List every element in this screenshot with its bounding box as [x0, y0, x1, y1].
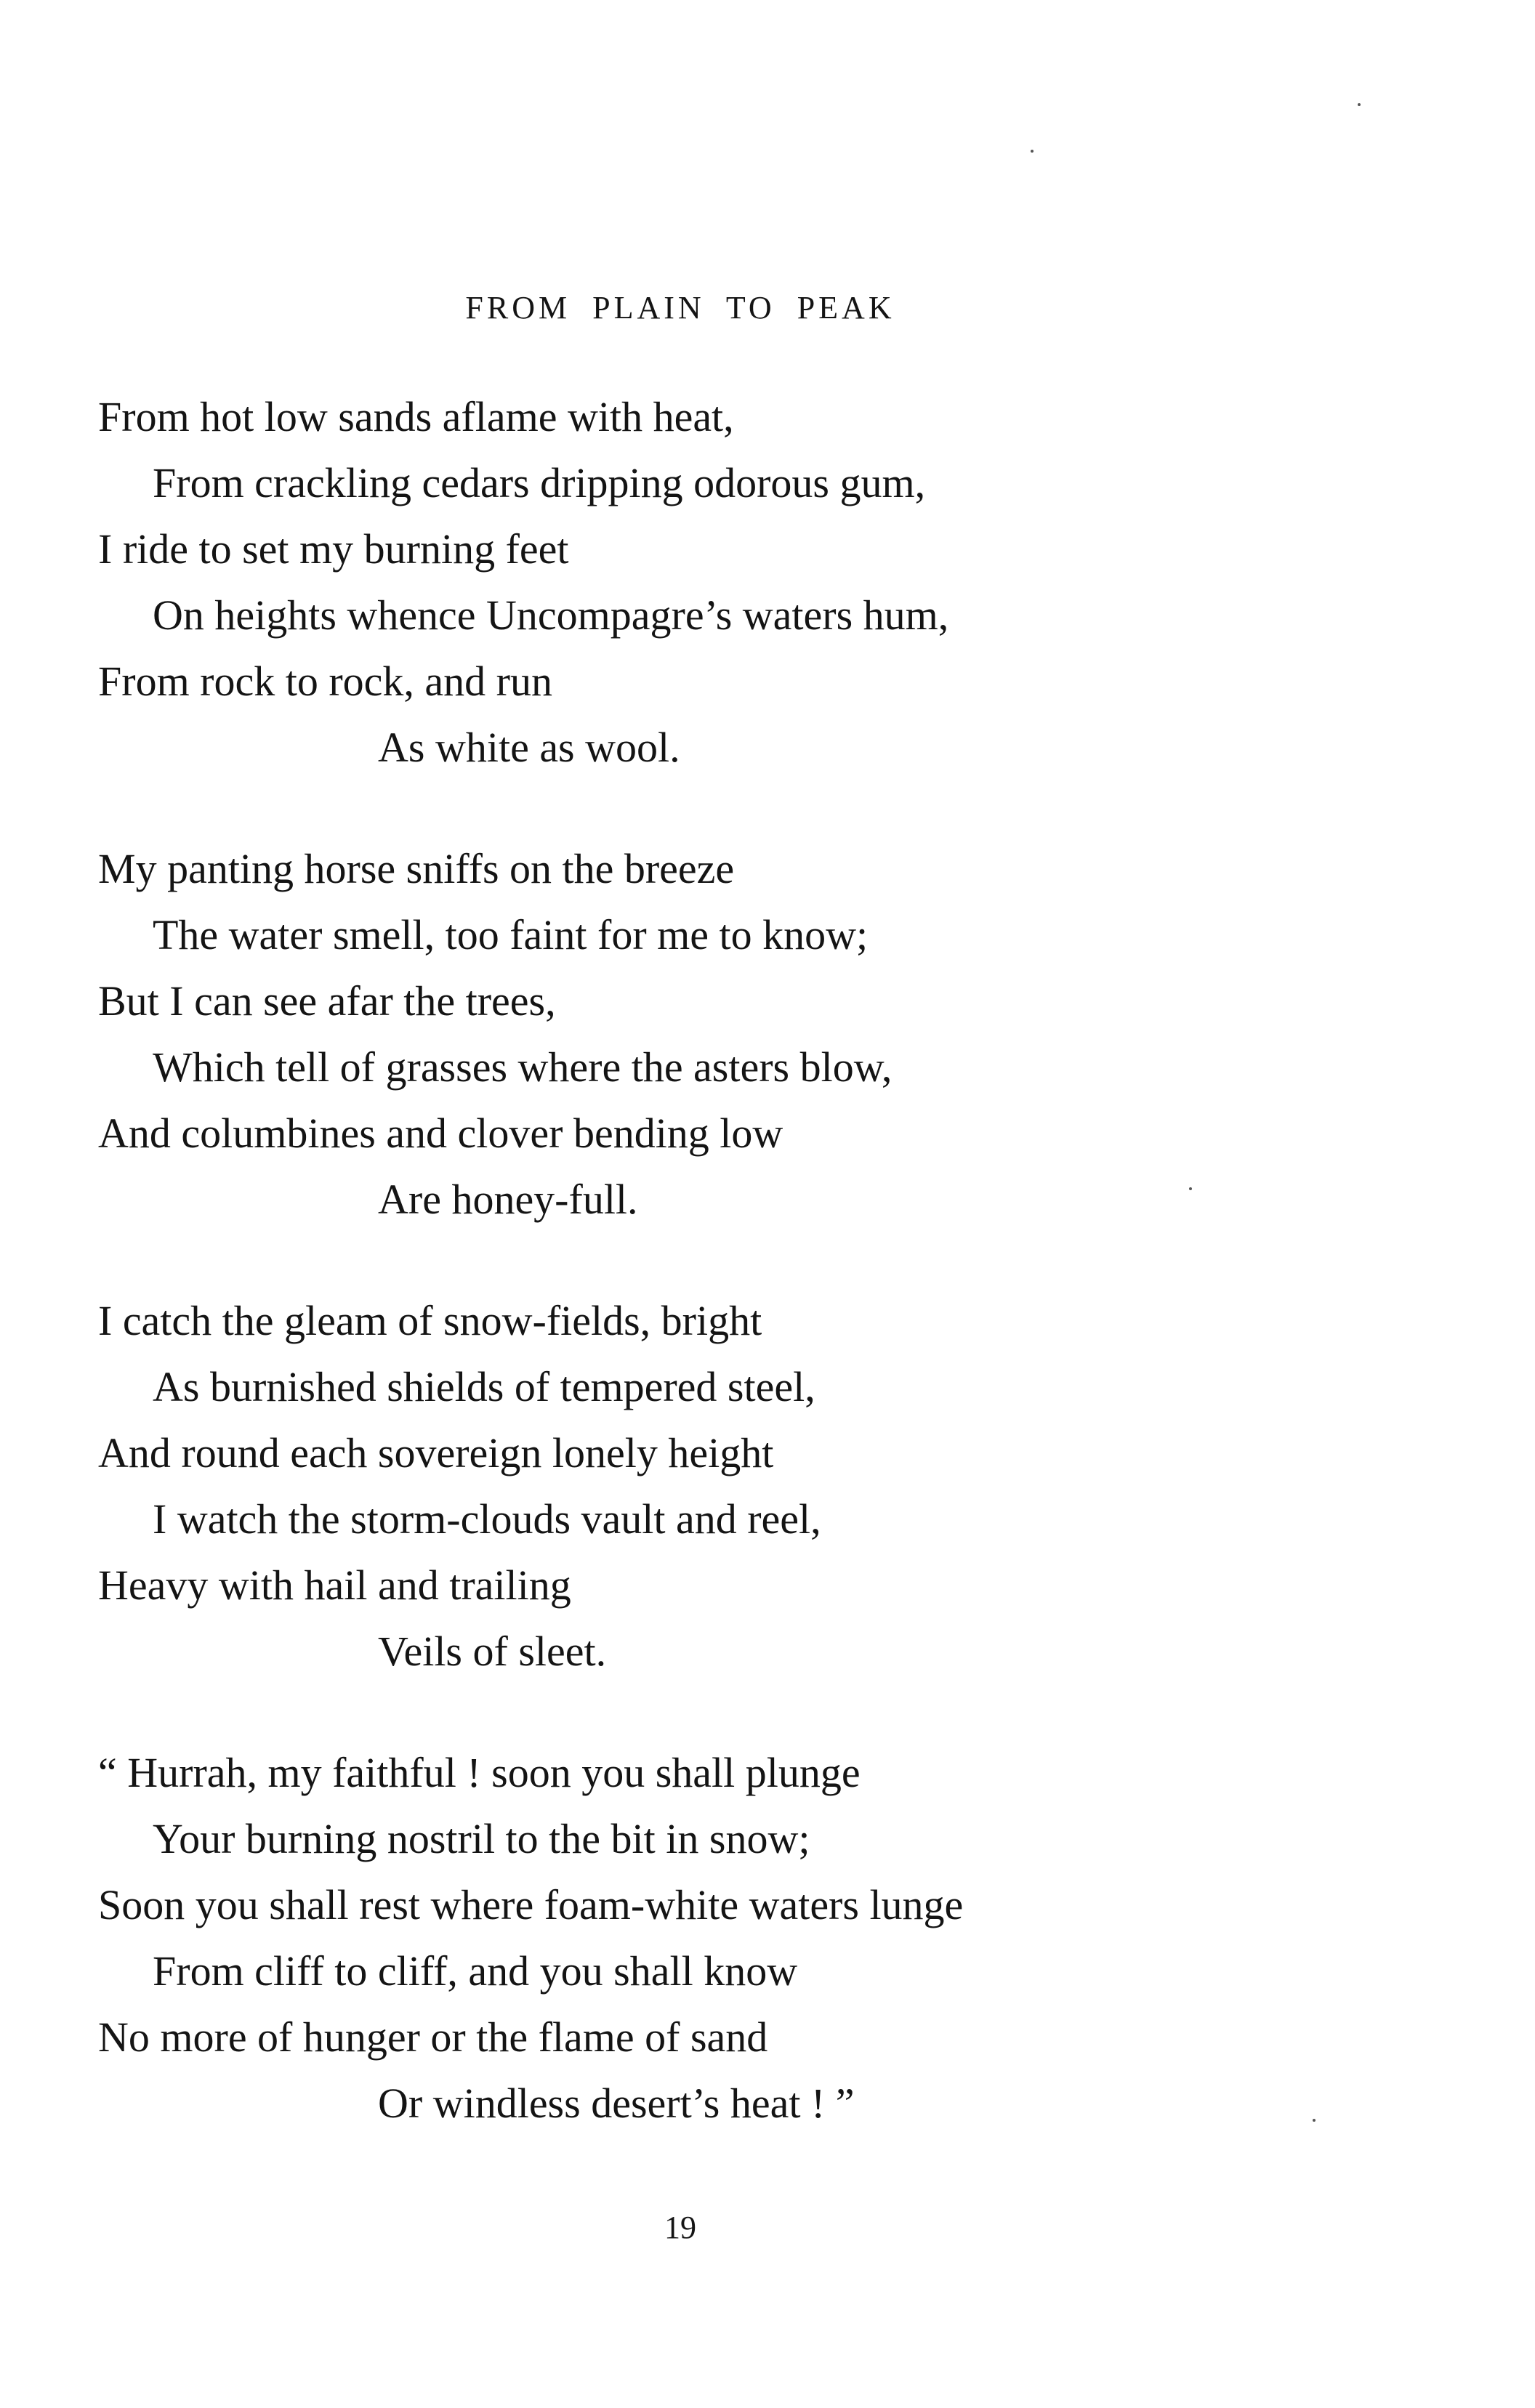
poem-line: I catch the gleam of snow-fields, bright [98, 1297, 762, 1344]
poem-line: And columbines and clover bending low [98, 1110, 783, 1157]
poem-line: But I can see afar the trees, [98, 977, 556, 1025]
poem-line: Soon you shall rest where foam-white waters lunge [98, 1881, 964, 1928]
scan-speck [1031, 150, 1034, 153]
poem-line: I ride to set my burning feet [98, 525, 569, 573]
scan-speck [1358, 103, 1361, 106]
poem-line: “ Hurrah, my faithful ! soon you shall plunge [98, 1749, 861, 1796]
poem-line: Are honey-full. [378, 1176, 638, 1223]
poem-line: Heavy with hail and trailing [98, 1561, 571, 1609]
poem-title: FROM PLAIN TO PEAK [465, 290, 895, 326]
poem-line: From cliff to cliff, and you shall know [153, 1947, 798, 1995]
poem-line: My panting horse sniffs on the breeze [98, 845, 735, 892]
poem-line: As white as wool. [378, 724, 680, 771]
poem-line: The water smell, too faint for me to know; [153, 911, 869, 958]
page-number: 19 [664, 2210, 696, 2245]
poem-line: On heights whence Uncompagre’s waters hum, [153, 591, 949, 639]
poem-line: Veils of sleet. [378, 1628, 607, 1675]
poem-line: And round each sovereign lonely height [98, 1429, 774, 1476]
poem-line: From rock to rock, and run [98, 658, 552, 705]
poem-line: As burnished shields of tempered steel, [153, 1363, 815, 1410]
poem-line: Which tell of grasses where the asters blow, [153, 1043, 893, 1091]
scan-speck [1313, 2119, 1316, 2122]
poem-line: Or windless desert’s heat ! ” [378, 2080, 855, 2127]
poem-line: No more of hunger or the flame of sand [98, 2013, 768, 2061]
poem-line: Your burning nostril to the bit in snow; [153, 1815, 810, 1862]
poem-line: From crackling cedars dripping odorous gum, [153, 459, 926, 506]
poem-line: I watch the storm-clouds vault and reel, [153, 1495, 821, 1543]
poem-line: From hot low sands aflame with heat, [98, 393, 734, 440]
scan-speck [1189, 1187, 1192, 1190]
